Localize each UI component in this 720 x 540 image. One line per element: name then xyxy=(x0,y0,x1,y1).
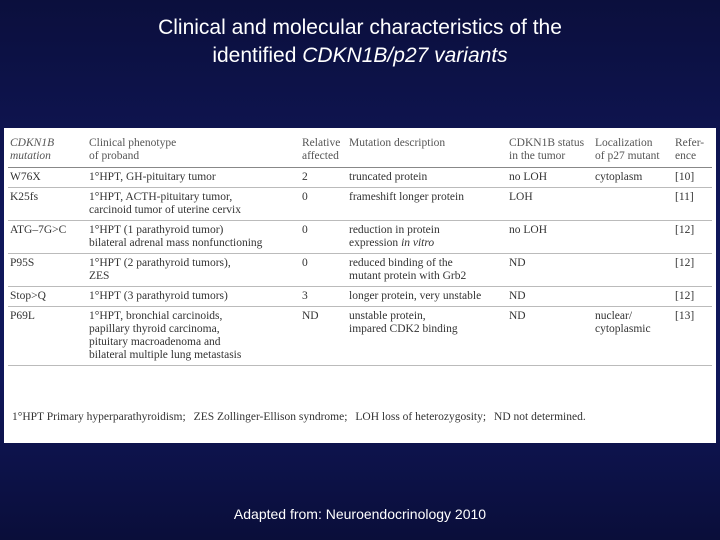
column-header: CDKN1B mutation xyxy=(8,134,87,168)
status-cell: ND xyxy=(507,254,593,287)
table-row xyxy=(8,307,712,366)
slide-title xyxy=(0,14,720,70)
localization-cell xyxy=(593,221,673,254)
table-footnote xyxy=(12,411,716,423)
title-gene-name: CDKN1B/p27 variants xyxy=(302,44,508,67)
description-cell: truncated protein xyxy=(347,168,507,188)
title-line-1: Clinical and molecular characteristics of the xyxy=(158,16,562,39)
footnote-entry: ZES Zollinger-Ellison syndrome; xyxy=(193,411,348,423)
mutation-cell: P95S xyxy=(8,254,87,287)
reference-cell: [12] xyxy=(673,221,712,254)
reference-cell: [12] xyxy=(673,254,712,287)
reference-cell: [13] xyxy=(673,307,712,366)
table-panel xyxy=(4,128,716,443)
table-header-row xyxy=(8,134,712,168)
mutation-cell: ATG–7G>C xyxy=(8,221,87,254)
reference-cell: [10] xyxy=(673,168,712,188)
status-cell: ND xyxy=(507,307,593,366)
description-cell: reduction in protein expression in vitro xyxy=(347,221,507,254)
column-header: Mutation description xyxy=(347,134,507,168)
relatives-cell: ND xyxy=(300,307,347,366)
title-line-2: identified CDKN1B/p27 variants xyxy=(212,44,508,67)
localization-cell xyxy=(593,188,673,221)
table-row xyxy=(8,287,712,307)
reference-cell: [12] xyxy=(673,287,712,307)
status-cell: ND xyxy=(507,287,593,307)
table-row xyxy=(8,188,712,221)
relatives-cell: 3 xyxy=(300,287,347,307)
relatives-cell: 2 xyxy=(300,168,347,188)
phenotype-cell: 1°HPT, ACTH-pituitary tumor, carcinoid tumor of uterine cervix xyxy=(87,188,300,221)
description-cell: unstable protein, impared CDK2 binding xyxy=(347,307,507,366)
relatives-cell: 0 xyxy=(300,254,347,287)
status-cell: no LOH xyxy=(507,168,593,188)
column-header: Localization of p27 mutant xyxy=(593,134,673,168)
column-header: Refer- ence xyxy=(673,134,712,168)
table-row xyxy=(8,221,712,254)
phenotype-cell: 1°HPT, bronchial carcinoids, papillary thyroid carcinoma, pituitary macroadenoma and bilateral multiple lung metastasis xyxy=(87,307,300,366)
source-caption: Adapted from: Neuroendocrinology 2010 xyxy=(233,506,487,522)
table-row xyxy=(8,168,712,188)
localization-cell: nuclear/ cytoplasmic xyxy=(593,307,673,366)
localization-cell: cytoplasm xyxy=(593,168,673,188)
characteristics-table xyxy=(8,134,712,366)
localization-cell xyxy=(593,287,673,307)
column-header: Clinical phenotype of proband xyxy=(87,134,300,168)
description-cell: longer protein, very unstable xyxy=(347,287,507,307)
reference-cell: [11] xyxy=(673,188,712,221)
mutation-cell: W76X xyxy=(8,168,87,188)
table-row xyxy=(8,254,712,287)
relatives-cell: 0 xyxy=(300,188,347,221)
footnote-entry: LOH loss of heterozygosity; xyxy=(355,411,487,423)
status-cell: LOH xyxy=(507,188,593,221)
description-cell: frameshift longer protein xyxy=(347,188,507,221)
footnote-entry: 1°HPT Primary hyperparathyroidism; xyxy=(12,411,186,423)
mutation-cell: Stop>Q xyxy=(8,287,87,307)
status-cell: no LOH xyxy=(507,221,593,254)
relatives-cell: 0 xyxy=(300,221,347,254)
description-cell: reduced binding of the mutant protein with Grb2 xyxy=(347,254,507,287)
table-body xyxy=(8,168,712,366)
localization-cell xyxy=(593,254,673,287)
column-header: Relative affected xyxy=(300,134,347,168)
mutation-cell: P69L xyxy=(8,307,87,366)
column-header: CDKN1B status in the tumor xyxy=(507,134,593,168)
phenotype-cell: 1°HPT (2 parathyroid tumors), ZES xyxy=(87,254,300,287)
phenotype-cell: 1°HPT (3 parathyroid tumors) xyxy=(87,287,300,307)
phenotype-cell: 1°HPT (1 parathyroid tumor) bilateral adrenal mass nonfunctioning xyxy=(87,221,300,254)
mutation-cell: K25fs xyxy=(8,188,87,221)
phenotype-cell: 1°HPT, GH-pituitary tumor xyxy=(87,168,300,188)
footnote-entry: ND not determined. xyxy=(494,411,586,423)
